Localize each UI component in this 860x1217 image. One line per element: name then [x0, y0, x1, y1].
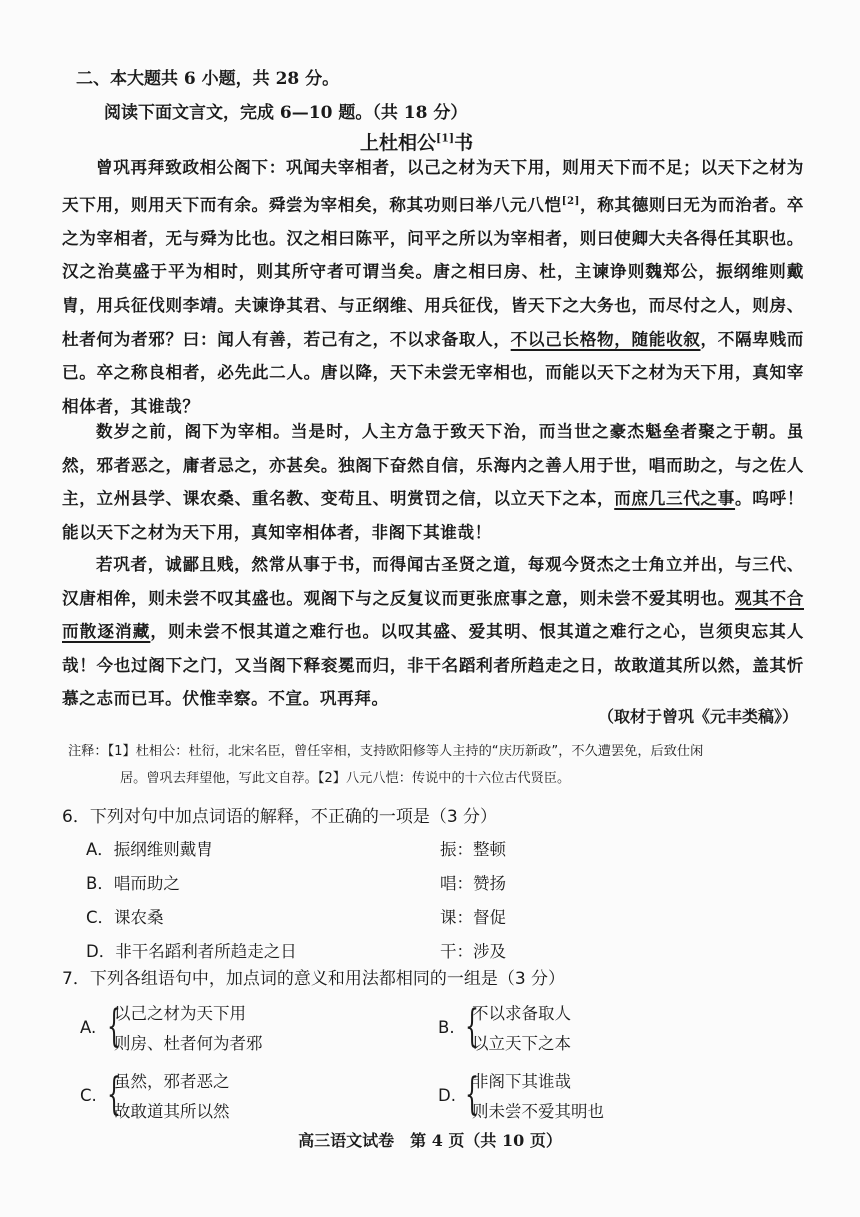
- q7-option-d: [438, 1068, 758, 1128]
- p2-text-b: 。呜呼！能以天下之材为天下用，真知宰相体者，非阁下其谁哉！: [62, 488, 805, 542]
- note-line-2: 居。曾巩去拜望他，写此文自荐。【2】八元八恺：传说中的十六位古代贤臣。: [120, 771, 571, 786]
- q6-gloss-b: 唱：赞扬: [440, 874, 506, 893]
- brace-icon: {: [107, 1001, 121, 1052]
- q6-gloss-d: 干：涉及: [440, 942, 506, 961]
- q7-b-label: B.: [438, 1018, 455, 1037]
- q7-c-label: C.: [80, 1086, 97, 1105]
- brace-icon: {: [107, 1069, 121, 1120]
- title-end: 书: [454, 132, 474, 154]
- p1-text-a: 曾巩再拜致政相公阁下：巩闻夫宰相者，以己之材为天下用，则用天下而不足；以天下之材为天下用，则用天下而有余。舜尝为宰相矣，称其功则曰举八元八恺: [62, 157, 804, 215]
- p1-underlined-sentence: 不以己长格物，随能收叙: [510, 328, 701, 349]
- question-6-stem: 6．下列对句中加点词语的解释，不正确的一项是（3 分）: [62, 807, 498, 827]
- section-instruction: 阅读下面文言文，完成 6—10 题。（共 18 分）: [104, 103, 468, 123]
- q6-option-b: B．唱而助之: [86, 874, 180, 893]
- passage-paragraph-1: [62, 151, 804, 423]
- annotation-notes: [68, 738, 808, 792]
- p1-text-b: ，称其德则曰无为而治者。卒之为宰相者，无与舜为比也。汉之相曰陈平，问平之所以为宰相者，则曰使卿大夫各得任其职也。汉之治莫盛于平为相时，则其所守者可谓当矣。唐之相曰房、杜，主谏诤则魏郑公，振纲维则戴胄，用兵征伐则李靖。夫谏诤其君、与正纲维、用兵征伐，皆天下之大务也，而尽付之人，则房、杜者何为者邪？曰：闻人有善，若己有之，不以求备取人，: [62, 194, 804, 349]
- title-text: 上杜相公: [360, 132, 437, 154]
- p1-footnote-mark: [2]: [561, 195, 580, 207]
- q7-d-line-1: 非阁下其谁哉: [472, 1072, 571, 1091]
- q7-d-label: D.: [438, 1086, 456, 1105]
- q6-option-d: D．非干名蹈利者所趋走之日: [86, 942, 297, 961]
- passage-source: （取材于曾巩《元丰类稿》）: [597, 707, 798, 726]
- p2-text-a: 数岁之前，阁下为宰相。当是时，人主方急于致天下治，而当世之豪杰魁垒者聚之于朝。虽然，邪者恶之，庸者忌之，亦甚矣。独阁下奋然自信，乐海内之善人用于世，唱而助之，与之佐人主，立州县学、课农桑、重名教、变苟且、明赏罚之信，以立天下之本，: [62, 421, 804, 509]
- q6-gloss-c: 课：督促: [440, 908, 506, 927]
- p3-underlined-sentence: 观其不合而散逐消藏: [62, 587, 804, 642]
- q7-d-line-2: 则未尝不爱其明也: [472, 1102, 604, 1121]
- passage-paragraph-2: [62, 415, 804, 549]
- page-footer: 高三语文试卷 第 4 页（共 10 页）: [298, 1131, 562, 1150]
- q6-option-c: C．课农桑: [86, 908, 164, 927]
- note-line-1: 注释：【1】杜相公：杜衍，北宋名臣，曾任宰相，支持欧阳修等人主持的“庆历新政”，不久遭罢免，后致仕闲: [68, 744, 704, 759]
- passage-paragraph-3: [62, 548, 804, 716]
- q7-a-line-2: 则房、杜者何为者邪: [114, 1034, 263, 1053]
- p3-text-a: 若巩者，诚鄙且贱，然常从事于书，而得闻古圣贤之道，每观今贤杰之士角立并出，与三代、汉唐相侔，则未尝不叹其盛也。观阁下与之反复议而更张庶事之意，则未尝不爱其明也。: [62, 554, 804, 608]
- q7-b-line-2: 以立天下之本: [472, 1034, 571, 1053]
- q7-c-line-2: 故敢道其所以然: [114, 1102, 230, 1121]
- p2-underlined-sentence: 而庶几三代之事: [614, 488, 736, 509]
- q7-a-line-1: 以己之材为天下用: [114, 1004, 246, 1023]
- question-7-stem: 7．下列各组语句中，加点词的意义和用法都相同的一组是（3 分）: [62, 969, 566, 989]
- brace-icon: {: [465, 1001, 479, 1052]
- q7-c-line-1: 虽然，邪者恶之: [114, 1072, 230, 1091]
- brace-icon: {: [465, 1069, 479, 1120]
- q7-option-b: [438, 1000, 758, 1060]
- q7-option-c: [80, 1068, 400, 1128]
- q7-b-line-1: 不以求备取人: [472, 1004, 571, 1023]
- q6-option-a: A．振纲维则戴胄: [86, 840, 213, 859]
- p3-text-b: ，则未尝不恨其道之难行也。以叹其盛、爱其明、恨其道之难行之心，岂须臾忘其人哉！今也过阁下之门，又当阁下释衮冕而归，非干名蹈利者所趋走之日，故敢道其所以然，盖其忻慕之志而已耳。伏惟幸察。不宣。巩再拜。: [62, 621, 804, 709]
- q7-a-label: A.: [80, 1018, 97, 1037]
- q7-option-a: [80, 1000, 400, 1060]
- p1-text-c: ，不隔卑贱而已。卒之称良相者，必先此二人。唐以降，天下未尝无宰相也，而能以天下之材为天下用，真知宰相体者，其谁哉？: [62, 328, 804, 416]
- title-footnote-mark: [1]: [436, 131, 455, 145]
- q6-gloss-a: 振：整顿: [440, 840, 506, 859]
- section-heading: 二、本大题共 6 小题，共 28 分。: [76, 69, 340, 89]
